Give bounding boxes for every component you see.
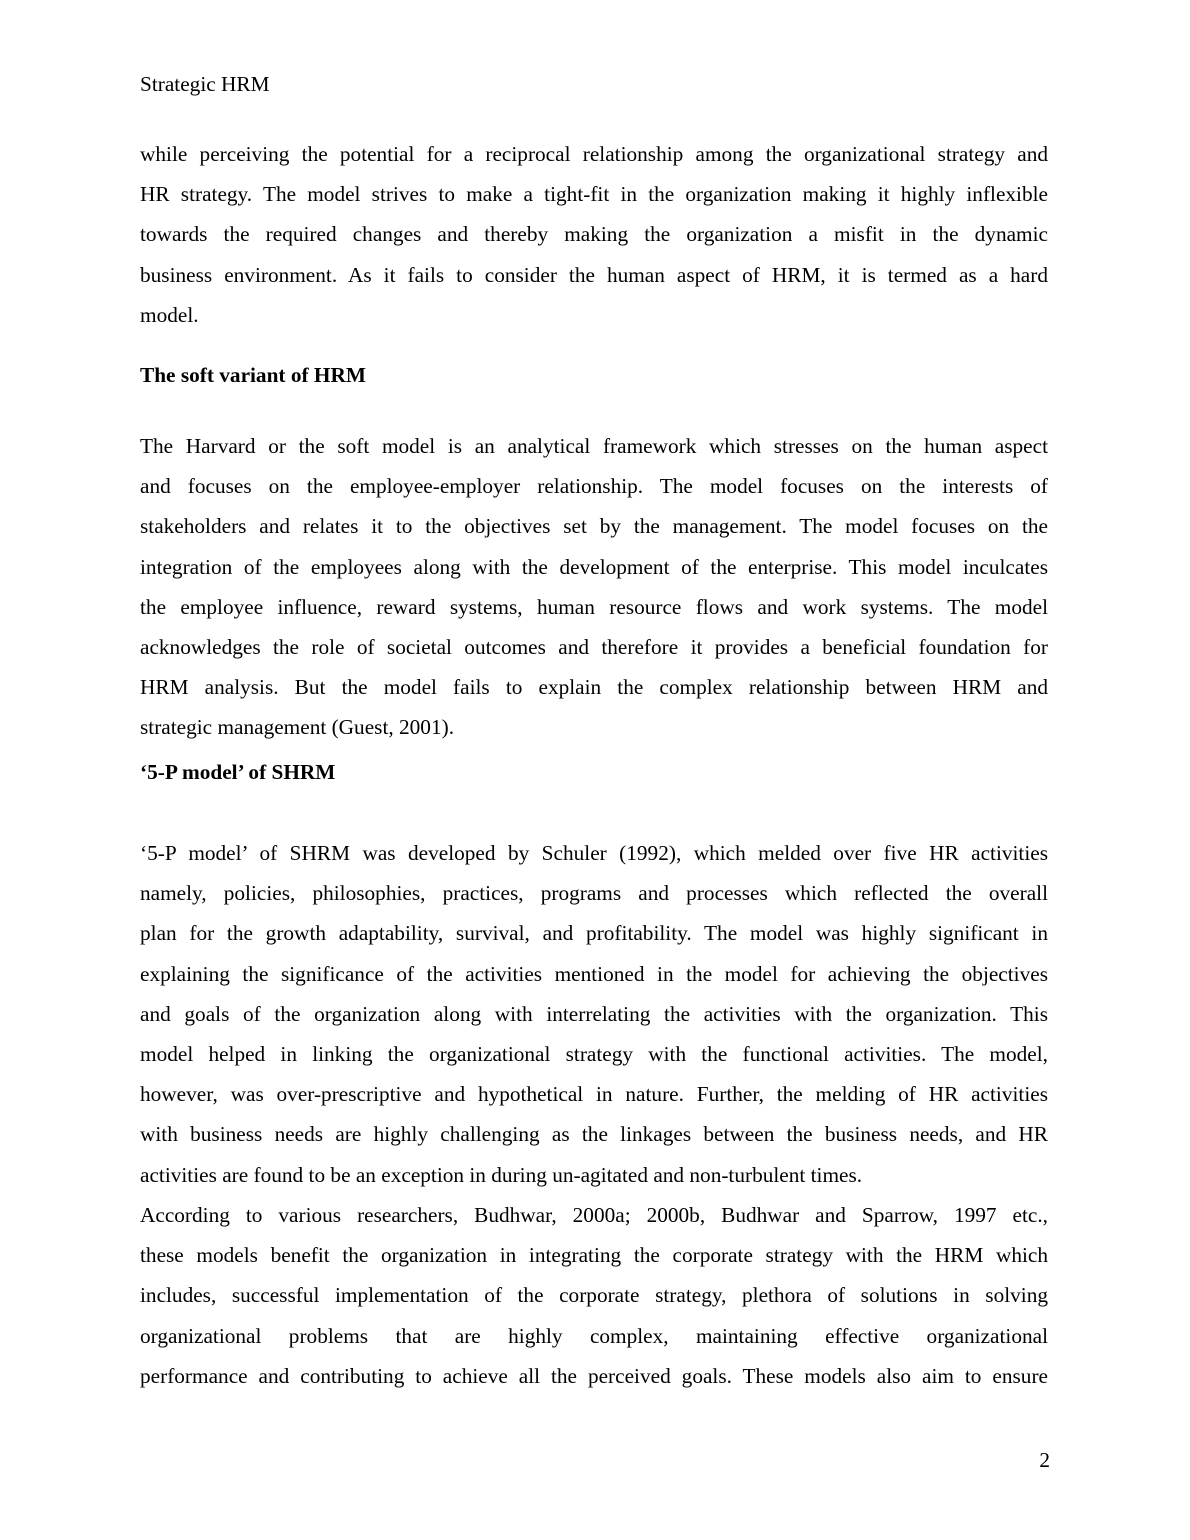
text-line: HRM analysis. But the model fails to explain the complex relationship between HRM and: [140, 675, 1048, 700]
text-line: the employee influence, reward systems, human resource flows and work systems. The model: [140, 594, 1048, 619]
text-line: According to various researchers, Budhwar, 2000a; 2000b, Budhwar and Sparrow, 1997 etc.,: [140, 1203, 1048, 1227]
paragraph-soft-model: [140, 426, 1048, 748]
text-line: The Harvard or the soft model is an analytical framework which stresses on the human aspect: [140, 434, 1048, 458]
text-line: with business needs are highly challenging as the linkages between the business needs, and HR: [140, 1122, 1048, 1147]
text-line: and goals of the organization along with interrelating the activities with the organization. This: [140, 1001, 1048, 1026]
paragraph-hard-model: [140, 134, 1048, 335]
text-line: integration of the employees along with the development of the enterprise. This model inculcates: [140, 554, 1048, 579]
text-line: plan for the growth adaptability, survival, and profitability. The model was highly significant in: [140, 921, 1048, 946]
text-line: strategic management (Guest, 2001).: [140, 715, 455, 740]
text-line: and focuses on the employee-employer relationship. The model focuses on the interests of: [140, 474, 1048, 499]
running-header: Strategic HRM: [140, 72, 270, 96]
paragraph-researchers: [140, 1195, 1048, 1396]
page-number: 2: [1039, 1448, 1050, 1472]
paragraph-5p-model: [140, 833, 1048, 1195]
text-line: while perceiving the potential for a reciprocal relationship among the organizational strategy and: [140, 142, 1048, 166]
text-line: explaining the significance of the activities mentioned in the model for achieving the objectives: [140, 961, 1048, 986]
text-line: organizational problems that are highly complex, maintaining effective organizational: [140, 1323, 1048, 1348]
text-line: includes, successful implementation of the corporate strategy, plethora of solutions in solving: [140, 1283, 1048, 1308]
text-line: these models benefit the organization in integrating the corporate strategy with the HRM which: [140, 1243, 1048, 1268]
text-line: performance and contributing to achieve all the perceived goals. These models also aim to ensure: [140, 1363, 1048, 1388]
text-line: model.: [140, 302, 199, 327]
text-line: HR strategy. The model strives to make a tight-fit in the organization making it highly inflexible: [140, 182, 1048, 207]
text-line: activities are found to be an exception in during un-agitated and non-turbulent times.: [140, 1162, 863, 1187]
text-line: stakeholders and relates it to the objectives set by the management. The model focuses on the: [140, 514, 1048, 539]
text-line: model helped in linking the organizational strategy with the functional activities. The model,: [140, 1041, 1048, 1066]
heading-5p-model: ‘5-P model’ of SHRM: [140, 760, 336, 784]
text-line: towards the required changes and thereby making the organization a misfit in the dynamic: [140, 222, 1048, 247]
heading-soft-variant: The soft variant of HRM: [140, 363, 366, 387]
text-line: however, was over-prescriptive and hypothetical in nature. Further, the melding of HR activities: [140, 1082, 1048, 1107]
text-line: namely, policies, philosophies, practices, programs and processes which reflected the overall: [140, 881, 1048, 906]
text-line: business environment. As it fails to consider the human aspect of HRM, it is termed as a hard: [140, 262, 1048, 287]
text-line: acknowledges the role of societal outcomes and therefore it provides a beneficial foundation for: [140, 634, 1048, 659]
text-line: ‘5-P model’ of SHRM was developed by Schuler (1992), which melded over five HR activities: [140, 841, 1048, 865]
